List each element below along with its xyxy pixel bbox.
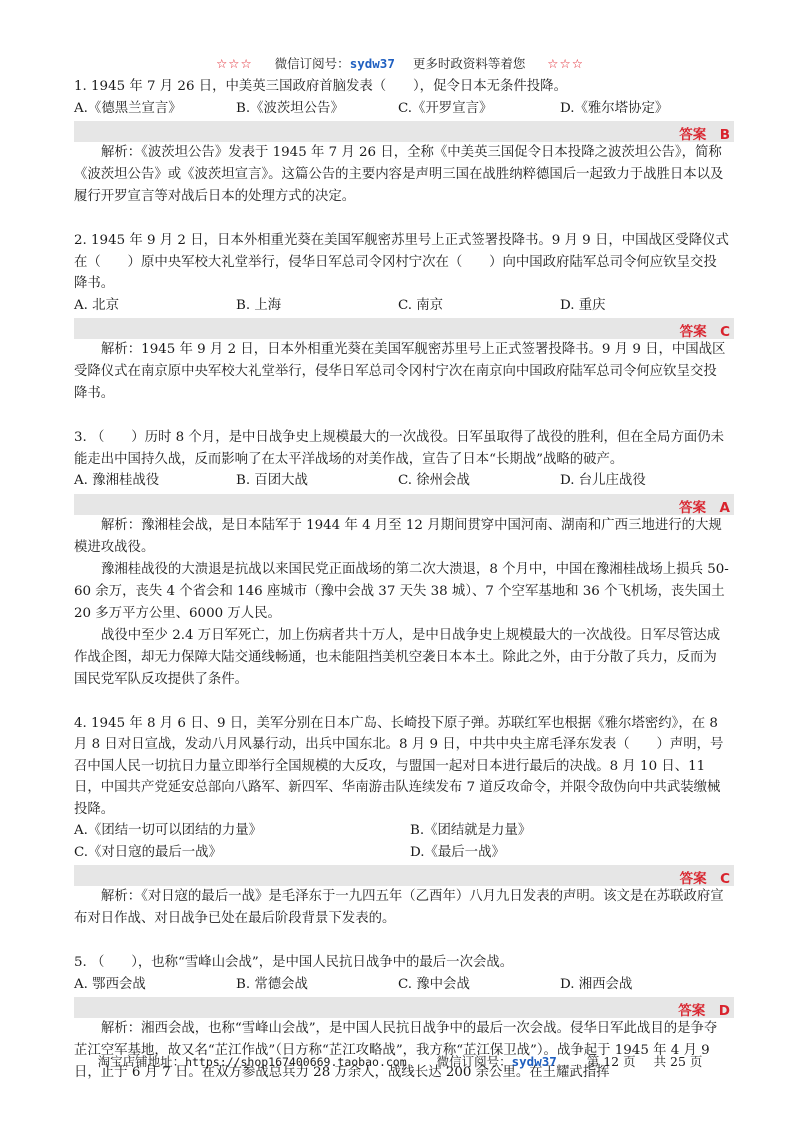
question-list [74, 76, 730, 1084]
question-3 [74, 427, 730, 492]
answer-bar [74, 318, 734, 339]
option-b: B.《团结就是力量》 [410, 823, 532, 838]
explanation-paragraph: 解析：《波茨坦公告》发表于 1945 年 7 月 26 日，全称《中美英三国促令日本投降之波茨坦公告》，简称《波茨坦公告》或《波茨坦宣言》。这篇公告的主要内容是声明三国在战胜纳粹德国后一起致力于战胜日本以及履行开罗宣言等对战后日本的处理方式的决定。 [74, 145, 724, 204]
answer-label: 答案 C [679, 324, 730, 340]
question-4 [74, 713, 730, 864]
answer-label: 答案 D [678, 1003, 730, 1019]
question-stem: 1. 1945 年 7 月 26 日，中美英三国政府首脑发表（ ），促令日本无条件投降。 [74, 79, 567, 94]
option-b: B. 上海 [236, 297, 282, 313]
option-a: A. 北京 [74, 297, 119, 313]
option-d: D.《最后一战》 [410, 844, 505, 860]
page-total: 共 25 页 [653, 1054, 703, 1069]
answer-label: 答案 C [679, 871, 730, 887]
wechat-label: 微信订阅号： [436, 1054, 512, 1069]
page-header [0, 54, 800, 72]
answer-label: 答案 A [679, 499, 730, 516]
option-d: D. 重庆 [560, 297, 606, 313]
option-d: D.《雅尔塔协定》 [560, 100, 669, 116]
option-a: A. 豫湘桂战役 [74, 473, 160, 488]
explanation [74, 515, 730, 691]
explanation-paragraph: 战役中至少 2.4 万日军死亡，加上伤病者共十万人，是中日战争史上规模最大的一次战役。日军尽管达成作战企图，却无力保障大陆交通线畅通，也未能阻挡美机空袭日本本土。除此之外，由于分散了兵力，反而为国民党军队反攻提供了条件。 [74, 627, 720, 687]
option-c: C. 南京 [398, 297, 444, 313]
option-c: C. 豫中会战 [398, 976, 470, 992]
stars-left: ☆☆☆ [216, 56, 253, 71]
answer-bar [74, 121, 734, 142]
option-a: A. 鄂西会战 [74, 976, 146, 992]
options [74, 98, 730, 120]
explanation [74, 886, 730, 930]
option-b: B. 常德会战 [236, 976, 308, 992]
option-c: C. 徐州会战 [398, 473, 470, 488]
explanation-paragraph: 解析：湘西会战，也称“雪峰山会战”，是中国人民抗日战争中的最后一次会战。侵华日军此战目的是争夺芷江空军基地，故又名“芷江作战”（日方称“芷江攻略战”，我方称“芷江保卫战”）。战争起于 1945 年 4 月 9 日，止于 6 月 7 日。在双方参战总兵力 28 万余人，战线长达 200 余公里。在王耀武指挥 [74, 1021, 718, 1080]
options [74, 295, 730, 317]
page-number: 第 12 页 [586, 1054, 636, 1069]
shop-label: 淘宝店铺地址： [97, 1054, 186, 1069]
answer-bar [74, 494, 734, 515]
question-1 [74, 76, 730, 119]
explanation-paragraph: 豫湘桂战役的大溃退是抗战以来国民党正面战场的第二次大溃退，8 个月中，中国在豫湘桂战场上损兵 50-60 余万，丧失 4 个省会和 146 座城市（豫中会战 37 天失 38 城）、7 个空军基地和 36 个飞机场，丧失国土 20 多万平方公里、6000 万人民。 [74, 561, 729, 621]
option-c: C.《对日寇的最后一战》 [74, 844, 222, 860]
wechat-account: sydw37 [511, 1054, 557, 1069]
question-5 [74, 952, 730, 995]
option-a: A.《团结一切可以团结的力量》 [74, 823, 263, 838]
question-stem: 4. 1945 年 8 月 6 日、9 日，美军分别在日本广岛、长崎投下原子弹。苏联红军也根据《雅尔塔密约》，在 8 月 8 日对日宣战，发动八月风暴行动，出兵中国东北。8 月 9 日，中共中央主席毛泽东发表（ ）声明，号召中国人民一切抗日力量立即举行全国规模的大反攻，与盟国一起对日本进行最后的决战。8 月 10 日、11 日，中国共产党延安总部向八路军、新四军、华南游击队连续发布 7 道反攻命令，并限令敌伪向中共武装缴械投降。 [74, 715, 724, 817]
options [74, 470, 730, 492]
option-b: B.《波茨坦公告》 [236, 100, 344, 116]
page-footer [0, 1052, 800, 1070]
option-d: D. 湘西会战 [560, 976, 633, 992]
explanation [74, 142, 730, 208]
question-stem: 5. （ ），也称“雪峰山会战”，是中国人民抗日战争中的最后一次会战。 [74, 955, 514, 970]
answer-bar [74, 865, 734, 886]
option-a: A.《德黑兰宣言》 [74, 100, 182, 116]
explanation [74, 339, 730, 405]
explanation [74, 1018, 730, 1084]
option-b: B. 百团大战 [236, 473, 308, 488]
answer-bar [74, 997, 734, 1018]
wechat-label: 微信订阅号： [274, 56, 350, 71]
explanation-paragraph: 解析：《对日寇的最后一战》是毛泽东于一九四五年（乙酉年）八月九日发表的声明。该文是在苏联政府宣布对日作战、对日战争已处在最后阶段背景下发表的。 [74, 889, 724, 926]
options [74, 974, 730, 996]
answer-label: 答案 B [679, 127, 730, 143]
shop-url[interactable]: https://shop167400669.taobao.com [185, 1055, 407, 1069]
question-2 [74, 230, 730, 316]
question-stem: 3. （ ）历时 8 个月，是中日战争史上规模最大的一次战役。日军虽取得了战役的胜利，但在全局方面仍未能走出中国持久战，反而影响了在太平洋战场的对美作战，宣告了日本“长期战”战略的破产。 [74, 430, 725, 467]
explanation-paragraph: 解析：1945 年 9 月 2 日，日本外相重光葵在美国军舰密苏里号上正式签署投降书。9 月 9 日，中国战区受降仪式在南京原中央军校大礼堂举行，侵华日军总司令冈村宁次在南京向中国政府陆军总司令何应钦呈交投降书。 [74, 342, 726, 401]
explanation-paragraph: 解析：豫湘桂会战，是日本陆军于 1944 年 4 月至 12 月期间贯穿中国河南、湖南和广西三地进行的大规模进攻战役。 [74, 517, 722, 555]
option-c: C.《开罗宣言》 [398, 100, 493, 116]
options [74, 820, 730, 863]
stars-right: ☆☆☆ [547, 56, 584, 71]
option-d: D. 台儿庄战役 [560, 473, 646, 488]
question-stem: 2. 1945 年 9 月 2 日，日本外相重光葵在美国军舰密苏里号上正式签署投降书。9 月 9 日，中国战区受降仪式在（ ）原中央军校大礼堂举行，侵华日军总司令冈村宁次在（ ）向中国政府陆军总司令何应钦呈交投降书。 [74, 233, 729, 291]
header-tagline: 更多时政资料等着您 [412, 56, 526, 71]
wechat-account: sydw37 [349, 56, 395, 71]
